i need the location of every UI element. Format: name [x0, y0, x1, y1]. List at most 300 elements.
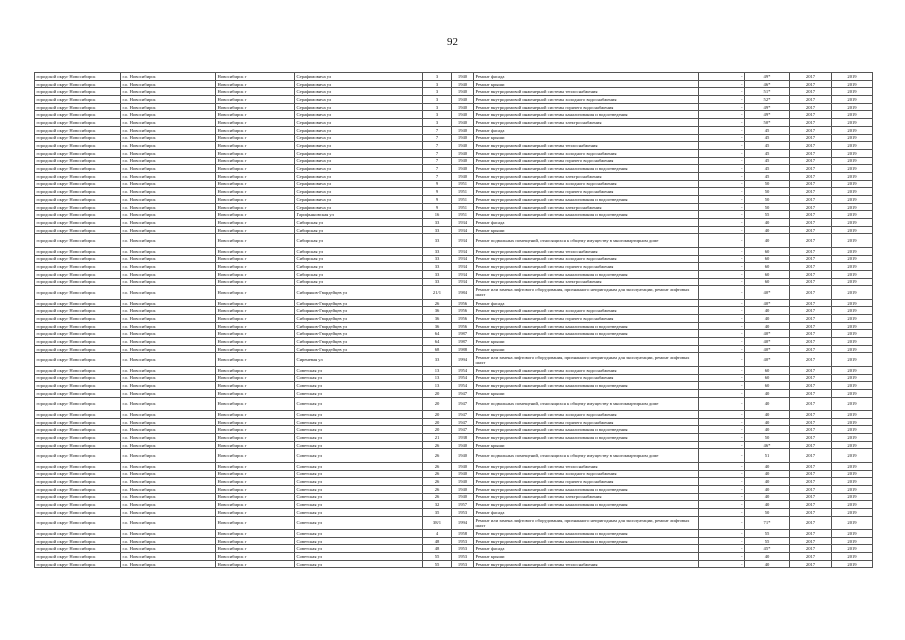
cell-cost: 40 [745, 226, 790, 234]
cell-year: 1940 [452, 172, 474, 180]
cell-dash: - [699, 537, 745, 545]
cell-house: 38/1 [423, 516, 452, 529]
cell-start: 2017 [790, 315, 832, 323]
cell-house: 33 [423, 234, 452, 247]
cell-dash: - [699, 149, 745, 157]
cell-locality: Новосибирск г [216, 219, 295, 227]
cell-city: г.о. Новосибирск [121, 299, 216, 307]
cell-district: городской округ Новосибирск [35, 508, 121, 516]
cell-end: 2019 [832, 119, 873, 127]
cell-city: г.о. Новосибирск [121, 315, 216, 323]
cell-dash: - [699, 530, 745, 538]
cell-dash: - [699, 426, 745, 434]
cell-city: г.о. Новосибирск [121, 80, 216, 88]
cell-city: г.о. Новосибирск [121, 134, 216, 142]
cell-district: городской округ Новосибирск [35, 537, 121, 545]
cell-cost: 40 [745, 411, 790, 419]
cell-house: 26 [423, 441, 452, 449]
cell-city: г.о. Новосибирск [121, 219, 216, 227]
cell-start: 2017 [790, 196, 832, 204]
cell-work: Ремонт внутридомовой инженерной системы канализования и водоотведения [474, 165, 699, 173]
cell-dash: - [699, 196, 745, 204]
cell-cost: 40 [745, 462, 790, 470]
cell-city: г.о. Новосибирск [121, 255, 216, 263]
cell-cost: 50 [745, 196, 790, 204]
cell-end: 2019 [832, 134, 873, 142]
cell-start: 2017 [790, 426, 832, 434]
table-row [35, 501, 873, 509]
cell-year: 1940 [452, 73, 474, 81]
cell-district: городской округ Новосибирск [35, 545, 121, 553]
cell-year: 1940 [452, 80, 474, 88]
cell-end: 2019 [832, 307, 873, 315]
cell-house: 7 [423, 172, 452, 180]
cell-start: 2017 [790, 226, 832, 234]
cell-city: г.о. Новосибирск [121, 553, 216, 561]
cell-street: Сибиряков-Гвардейцев ул [295, 330, 423, 338]
cell-district: городской округ Новосибирск [35, 157, 121, 165]
cell-start: 2017 [790, 338, 832, 346]
cell-city: г.о. Новосибирск [121, 441, 216, 449]
cell-cost: 40 [745, 418, 790, 426]
cell-end: 2019 [832, 263, 873, 271]
cell-street: Советская ул [295, 389, 423, 397]
cell-work: Ремонт внутридомовой инженерной системы теплоснабжения [474, 88, 699, 96]
cell-cost: 45 [745, 157, 790, 165]
cell-work: Ремонт или замена лифтового оборудования, признанного непригодным для эксплуатации, ремонт лифтовых шахт [474, 286, 699, 299]
cell-city: г.о. Новосибирск [121, 286, 216, 299]
cell-house: 13 [423, 374, 452, 382]
cell-city: г.о. Новосибирск [121, 426, 216, 434]
cell-year: 1940 [452, 449, 474, 462]
cell-house: 7 [423, 157, 452, 165]
table-row [35, 165, 873, 173]
cell-work: Ремонт внутридомовой инженерной системы горячего водоснабжения [474, 188, 699, 196]
cell-locality: Новосибирск г [216, 263, 295, 271]
cell-end: 2019 [832, 165, 873, 173]
cell-locality: Новосибирск г [216, 286, 295, 299]
cell-end: 2019 [832, 353, 873, 366]
cell-start: 2017 [790, 119, 832, 127]
cell-start: 2017 [790, 80, 832, 88]
cell-street: Сибирская ул [295, 270, 423, 278]
cell-work: Ремонт внутридомовой инженерной системы теплоснабжения [474, 142, 699, 150]
cell-end: 2019 [832, 470, 873, 478]
table-row [35, 203, 873, 211]
cell-city: г.о. Новосибирск [121, 434, 216, 442]
cell-city: г.о. Новосибирск [121, 165, 216, 173]
cell-year: 1956 [452, 307, 474, 315]
cell-district: городской округ Новосибирск [35, 111, 121, 119]
cell-locality: Новосибирск г [216, 211, 295, 219]
cell-year: 1940 [452, 165, 474, 173]
cell-locality: Новосибирск г [216, 247, 295, 255]
cell-district: городской округ Новосибирск [35, 255, 121, 263]
cell-end: 2019 [832, 234, 873, 247]
cell-locality: Новосибирск г [216, 134, 295, 142]
cell-locality: Новосибирск г [216, 345, 295, 353]
cell-year: 1951 [452, 211, 474, 219]
cell-year: 1940 [452, 478, 474, 486]
cell-end: 2019 [832, 149, 873, 157]
cell-house: 20 [423, 397, 452, 410]
cell-locality: Новосибирск г [216, 478, 295, 486]
cell-street: Советская ул [295, 449, 423, 462]
cell-city: г.о. Новосибирск [121, 374, 216, 382]
cell-city: г.о. Новосибирск [121, 560, 216, 568]
cell-work: Ремонт внутридомовой инженерной системы канализования и водоотведения [474, 382, 699, 390]
cell-city: г.о. Новосибирск [121, 345, 216, 353]
cell-work: Ремонт внутридомовой инженерной системы канализования и водоотведения [474, 330, 699, 338]
cell-end: 2019 [832, 157, 873, 165]
table-row [35, 322, 873, 330]
cell-start: 2017 [790, 157, 832, 165]
cell-city: г.о. Новосибирск [121, 478, 216, 486]
cell-work: Ремонт фасада [474, 508, 699, 516]
cell-cost: 40 [745, 426, 790, 434]
cell-cost: 40 [745, 389, 790, 397]
cell-end: 2019 [832, 426, 873, 434]
cell-locality: Новосибирск г [216, 299, 295, 307]
cell-end: 2019 [832, 96, 873, 104]
cell-year: 1951 [452, 196, 474, 204]
cell-city: г.о. Новосибирск [121, 126, 216, 134]
table-row [35, 366, 873, 374]
cell-start: 2017 [790, 234, 832, 247]
table-row [35, 545, 873, 553]
cell-city: г.о. Новосибирск [121, 397, 216, 410]
cell-city: г.о. Новосибирск [121, 493, 216, 501]
cell-dash: - [699, 418, 745, 426]
cell-work: Ремонт или замена лифтового оборудования, признанного непригодным для эксплуатации, ремонт лифтовых шахт [474, 353, 699, 366]
cell-year: 1956 [452, 315, 474, 323]
table-row [35, 426, 873, 434]
cell-end: 2019 [832, 219, 873, 227]
table-row [35, 530, 873, 538]
cell-cost: 50 [745, 508, 790, 516]
cell-street: Сибирская ул [295, 247, 423, 255]
cell-house: 21 [423, 434, 452, 442]
cell-start: 2017 [790, 516, 832, 529]
cell-end: 2019 [832, 180, 873, 188]
table-row [35, 126, 873, 134]
cell-work: Ремонт внутридомовой инженерной системы электроснабжения [474, 278, 699, 286]
table-row [35, 196, 873, 204]
cell-district: городской округ Новосибирск [35, 219, 121, 227]
cell-house: 16 [423, 211, 452, 219]
cell-end: 2019 [832, 545, 873, 553]
cell-locality: Новосибирск г [216, 353, 295, 366]
cell-end: 2019 [832, 211, 873, 219]
cell-work: Ремонт внутридомовой инженерной системы канализования и водоотведения [474, 322, 699, 330]
cell-cost: 40* [745, 338, 790, 346]
cell-end: 2019 [832, 286, 873, 299]
table-row [35, 219, 873, 227]
cell-locality: Новосибирск г [216, 418, 295, 426]
cell-year: 1940 [452, 462, 474, 470]
cell-work: Ремонт крыши [474, 441, 699, 449]
cell-street: Серафимовича ул [295, 196, 423, 204]
cell-locality: Новосибирск г [216, 315, 295, 323]
cell-street: Сибиряков-Гвардейцев ул [295, 299, 423, 307]
cell-city: г.о. Новосибирск [121, 462, 216, 470]
table-row [35, 462, 873, 470]
cell-district: городской округ Новосибирск [35, 196, 121, 204]
cell-street: Серафимовича ул [295, 80, 423, 88]
cell-district: городской округ Новосибирск [35, 478, 121, 486]
cell-house: 3 [423, 103, 452, 111]
cell-start: 2017 [790, 126, 832, 134]
cell-street: Серафимовича ул [295, 126, 423, 134]
cell-dash: - [699, 508, 745, 516]
cell-house: 33 [423, 219, 452, 227]
cell-street: Советская ул [295, 462, 423, 470]
table-row [35, 418, 873, 426]
cell-work: Ремонт внутридомовой инженерной системы канализования и водоотведения [474, 485, 699, 493]
cell-start: 2017 [790, 299, 832, 307]
cell-dash: - [699, 449, 745, 462]
cell-street: Сибирская ул [295, 219, 423, 227]
cell-end: 2019 [832, 397, 873, 410]
cell-dash: - [699, 299, 745, 307]
cell-street: Сибирская ул [295, 255, 423, 263]
cell-house: 4 [423, 530, 452, 538]
table-row [35, 119, 873, 127]
cell-locality: Новосибирск г [216, 434, 295, 442]
cell-work: Ремонт фасада [474, 545, 699, 553]
cell-cost: 60 [745, 366, 790, 374]
cell-cost: 60 [745, 382, 790, 390]
cell-start: 2017 [790, 263, 832, 271]
cell-house: 3 [423, 96, 452, 104]
table-row [35, 397, 873, 410]
cell-locality: Новосибирск г [216, 374, 295, 382]
cell-locality: Новосибирск г [216, 73, 295, 81]
cell-street: Серафимовича ул [295, 103, 423, 111]
cell-work: Ремонт внутридомовой инженерной системы горячего водоснабжения [474, 418, 699, 426]
page-number: 92 [447, 36, 458, 48]
table-row [35, 149, 873, 157]
cell-street: Серафимовича ул [295, 188, 423, 196]
cell-end: 2019 [832, 103, 873, 111]
cell-dash: - [699, 134, 745, 142]
cell-city: г.о. Новосибирск [121, 234, 216, 247]
cell-work: Ремонт внутридомовой инженерной системы холодного водоснабжения [474, 307, 699, 315]
cell-start: 2017 [790, 134, 832, 142]
cell-end: 2019 [832, 537, 873, 545]
cell-year: 1947 [452, 426, 474, 434]
cell-city: г.о. Новосибирск [121, 470, 216, 478]
cell-dash: - [699, 234, 745, 247]
cell-end: 2019 [832, 462, 873, 470]
cell-dash: - [699, 255, 745, 263]
cell-dash: - [699, 501, 745, 509]
table-row [35, 226, 873, 234]
cell-district: городской округ Новосибирск [35, 418, 121, 426]
cell-district: городской округ Новосибирск [35, 374, 121, 382]
cell-district: городской округ Новосибирск [35, 286, 121, 299]
cell-cost: 40* [745, 345, 790, 353]
cell-district: городской округ Новосибирск [35, 449, 121, 462]
table-row [35, 441, 873, 449]
cell-district: городской округ Новосибирск [35, 234, 121, 247]
cell-cost: 60 [745, 255, 790, 263]
cell-year: 1934 [452, 255, 474, 263]
cell-year: 1987 [452, 330, 474, 338]
cell-end: 2019 [832, 338, 873, 346]
cell-end: 2019 [832, 315, 873, 323]
cell-cost: 60 [745, 374, 790, 382]
cell-year: 1940 [452, 485, 474, 493]
cell-locality: Новосибирск г [216, 485, 295, 493]
cell-city: г.о. Новосибирск [121, 157, 216, 165]
cell-house: 7 [423, 149, 452, 157]
cell-district: городской округ Новосибирск [35, 560, 121, 568]
cell-end: 2019 [832, 247, 873, 255]
cell-dash: - [699, 389, 745, 397]
cell-dash: - [699, 203, 745, 211]
cell-work: Ремонт внутридомовой инженерной системы канализования и водоотведения [474, 111, 699, 119]
cell-cost: 40 [745, 493, 790, 501]
table-row [35, 111, 873, 119]
cell-street: Советская ул [295, 470, 423, 478]
cell-end: 2019 [832, 196, 873, 204]
table-row [35, 345, 873, 353]
cell-work: Ремонт фасада [474, 73, 699, 81]
cell-city: г.о. Новосибирск [121, 226, 216, 234]
cell-end: 2019 [832, 382, 873, 390]
cell-dash: - [699, 374, 745, 382]
cell-work: Ремонт внутридомовой инженерной системы электроснабжения [474, 493, 699, 501]
cell-house: 32 [423, 501, 452, 509]
cell-end: 2019 [832, 501, 873, 509]
cell-house: 33 [423, 247, 452, 255]
cell-house: 48 [423, 545, 452, 553]
cell-start: 2017 [790, 501, 832, 509]
cell-locality: Новосибирск г [216, 226, 295, 234]
cell-end: 2019 [832, 142, 873, 150]
cell-dash: - [699, 434, 745, 442]
table-row [35, 389, 873, 397]
cell-year: 1940 [452, 126, 474, 134]
cell-street: Сибирская ул [295, 226, 423, 234]
cell-house: 7 [423, 165, 452, 173]
cell-house: 3 [423, 88, 452, 96]
cell-locality: Новосибирск г [216, 96, 295, 104]
cell-start: 2017 [790, 374, 832, 382]
cell-city: г.о. Новосибирск [121, 537, 216, 545]
table-body [35, 73, 873, 568]
cell-start: 2017 [790, 449, 832, 462]
cell-cost: 51 [745, 449, 790, 462]
cell-cost: 49* [745, 111, 790, 119]
table-row [35, 211, 873, 219]
cell-street: Советская ул [295, 418, 423, 426]
cell-end: 2019 [832, 560, 873, 568]
cell-start: 2017 [790, 247, 832, 255]
cell-work: Ремонт крыши [474, 80, 699, 88]
cell-start: 2017 [790, 397, 832, 410]
cell-house: 68 [423, 345, 452, 353]
cell-city: г.о. Новосибирск [121, 485, 216, 493]
cell-house: 13 [423, 382, 452, 390]
cell-start: 2017 [790, 537, 832, 545]
cell-city: г.о. Новосибирск [121, 180, 216, 188]
cell-street: Сибиряков-Гвардейцев ул [295, 322, 423, 330]
cell-work: Ремонт внутридомовой инженерной системы холодного водоснабжения [474, 411, 699, 419]
cell-year: 1940 [452, 96, 474, 104]
cell-cost: 40 [745, 470, 790, 478]
cell-district: городской округ Новосибирск [35, 338, 121, 346]
cell-street: Советская ул [295, 537, 423, 545]
cell-house: 20 [423, 411, 452, 419]
cell-work: Ремонт внутридомовой инженерной системы электроснабжения [474, 172, 699, 180]
cell-house: 26 [423, 299, 452, 307]
cell-locality: Новосибирск г [216, 278, 295, 286]
cell-work: Ремонт крыши [474, 345, 699, 353]
cell-year: 1934 [452, 263, 474, 271]
cell-work: Ремонт внутридомовой инженерной системы горячего водоснабжения [474, 315, 699, 323]
cell-work: Ремонт внутридомовой инженерной системы горячего водоснабжения [474, 157, 699, 165]
cell-dash: - [699, 307, 745, 315]
table-row [35, 180, 873, 188]
table-row [35, 234, 873, 247]
cell-house: 33 [423, 353, 452, 366]
cell-dash: - [699, 338, 745, 346]
cell-year: 1940 [452, 103, 474, 111]
cell-start: 2017 [790, 545, 832, 553]
cell-year: 1940 [452, 111, 474, 119]
cell-city: г.о. Новосибирск [121, 322, 216, 330]
cell-cost: 40* [745, 299, 790, 307]
cell-cost: 40 [745, 485, 790, 493]
cell-year: 1940 [452, 142, 474, 150]
cell-work: Ремонт внутридомовой инженерной системы холодного водоснабжения [474, 96, 699, 104]
cell-year: 1940 [452, 119, 474, 127]
cell-year: 1947 [452, 389, 474, 397]
table-row [35, 286, 873, 299]
cell-work: Ремонт подвальных помещений, относящихся к общему имуществу в многоквартирном доме [474, 234, 699, 247]
cell-locality: Новосибирск г [216, 307, 295, 315]
cell-work: Ремонт внутридомовой инженерной системы канализования и водоотведения [474, 270, 699, 278]
cell-start: 2017 [790, 441, 832, 449]
cell-end: 2019 [832, 255, 873, 263]
cell-locality: Новосибирск г [216, 149, 295, 157]
cell-district: городской округ Новосибирск [35, 345, 121, 353]
cell-start: 2017 [790, 485, 832, 493]
cell-house: 26 [423, 493, 452, 501]
cell-street: Серафимовича ул [295, 119, 423, 127]
cell-cost: 45* [745, 545, 790, 553]
cell-cost: 46* [745, 441, 790, 449]
cell-house: 35 [423, 508, 452, 516]
cell-dash: - [699, 553, 745, 561]
cell-cost: 50 [745, 203, 790, 211]
cell-dash: - [699, 111, 745, 119]
cell-start: 2017 [790, 307, 832, 315]
cell-cost: 40 [745, 219, 790, 227]
table-row [35, 96, 873, 104]
cell-locality: Новосибирск г [216, 516, 295, 529]
cell-end: 2019 [832, 345, 873, 353]
cell-city: г.о. Новосибирск [121, 508, 216, 516]
cell-house: 20 [423, 418, 452, 426]
cell-cost: 40* [745, 353, 790, 366]
cell-district: городской округ Новосибирск [35, 299, 121, 307]
cell-dash: - [699, 286, 745, 299]
cell-cost: 60 [745, 263, 790, 271]
cell-year: 1954 [452, 374, 474, 382]
